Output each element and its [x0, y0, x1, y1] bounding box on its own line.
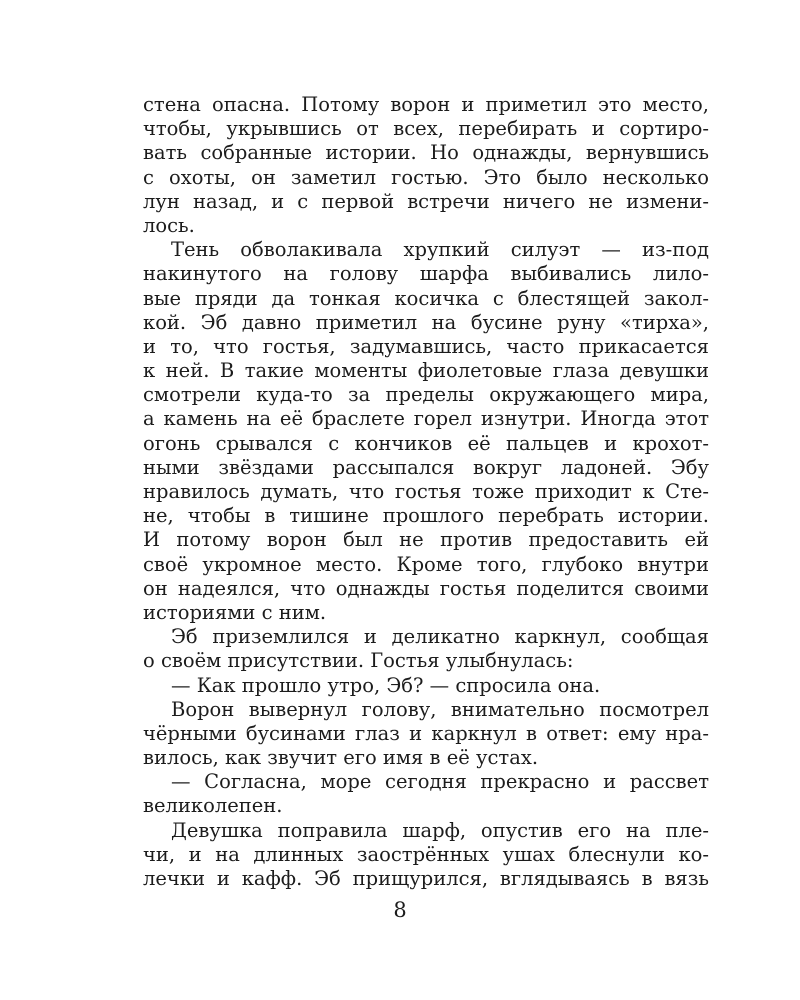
text-line: Тень обволакивала хрупкий силуэт — из-под: [171, 238, 709, 262]
text-line: чёрными бусинами глаз и каркнул в ответ: ему нра-: [143, 721, 709, 745]
text-line: накинутого на голову шарфа выбивались лило-: [143, 262, 709, 286]
text-line: ными звёздами рассыпался вокруг ладоней. Эбу: [143, 455, 709, 479]
text-line: Ворон вывернул голову, внимательно посмотрел: [171, 697, 709, 721]
text-line: а камень на её браслете горел изнутри. Иногда этот: [143, 407, 709, 431]
text-line: чи, и на длинных заострённых ушах блеснули ко-: [143, 842, 709, 866]
text-line: вать собранные истории. Но однажды, вернувшись: [143, 141, 709, 165]
text-line: Эб приземлился и деликатно каркнул, сообщая: [171, 625, 709, 649]
text-line: лось.: [143, 213, 195, 237]
text-line: И потому ворон был не против предоставить ей: [143, 528, 709, 552]
text-line: — Как прошло утро, Эб? — спросила она.: [171, 673, 601, 697]
text-line: кой. Эб давно приметил на бусине руну «тирха»,: [143, 310, 709, 334]
text-line: и то, что гостья, задумавшись, часто прикасается: [143, 334, 709, 358]
text-line: он надеялся, что однажды гостья поделится своими: [143, 576, 709, 600]
text-line: вилось, как звучит его имя в её устах.: [143, 746, 539, 770]
text-line: не, чтобы в тишине прошлого перебрать истории.: [143, 504, 709, 528]
text-line: — Согласна, море сегодня прекрасно и рассвет: [171, 770, 709, 794]
text-line: вые пряди да тонкая косичка с блестящей закол-: [143, 286, 709, 310]
text-line: смотрели куда-то за пределы окружающего мира,: [143, 383, 709, 407]
text-line: своё укромное место. Кроме того, глубоко внутри: [143, 552, 709, 576]
text-line: лун назад, и с первой встречи ничего не измени-: [143, 189, 709, 213]
text-line: нравилось думать, что гостья тоже приходит к Сте-: [143, 480, 709, 503]
body-text: [143, 93, 709, 891]
text-line: лечки и кафф. Эб прищурился, вглядываясь в вязь: [143, 867, 709, 890]
text-line: стена опасна. Потому ворон и приметил это место,: [143, 93, 709, 116]
text-line: Девушка поправила шарф, опустив его на пле-: [171, 818, 709, 842]
text-line: великолепен.: [143, 794, 283, 818]
text-line: огонь срывался с кончиков её пальцев и крохот-: [143, 431, 709, 455]
page-number: 8: [393, 898, 407, 922]
text-line: о своём присутствии. Гостья улыбнулась:: [143, 649, 574, 673]
text-line: с охоты, он заметил гостью. Это было несколько: [143, 165, 709, 189]
text-line: к ней. В такие моменты фиолетовые глаза девушки: [143, 359, 709, 383]
text-line: историями с ним.: [143, 600, 327, 624]
text-line: чтобы, укрывшись от всех, перебирать и сортиро-: [143, 117, 709, 141]
